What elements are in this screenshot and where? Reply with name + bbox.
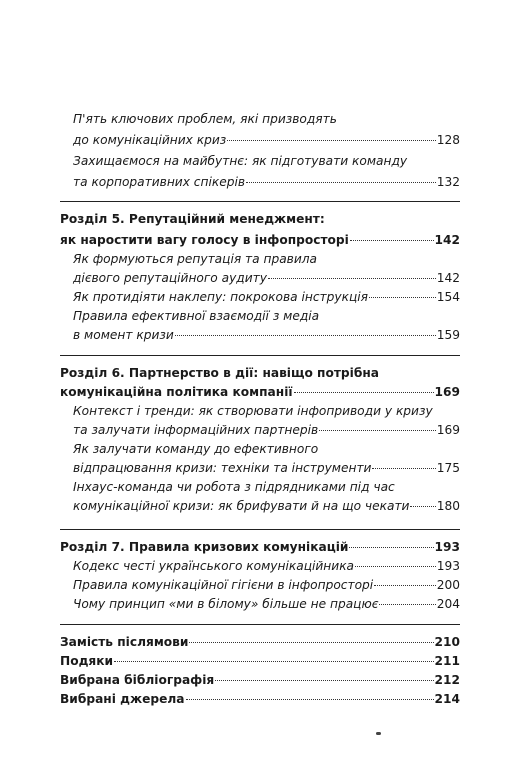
toc-page-number: 180: [436, 499, 460, 513]
toc-entry: [73, 404, 460, 419]
toc-entry-title: в момент кризи: [73, 328, 174, 342]
leader-dots: [372, 468, 435, 469]
leader-dots: [189, 642, 433, 643]
toc-page-number: 204: [436, 597, 460, 611]
toc-chapter: [60, 654, 460, 669]
leader-dots: [410, 506, 435, 507]
leader-dots: [355, 566, 436, 567]
leader-dots: [246, 182, 436, 183]
toc-page-number: 193: [434, 540, 460, 554]
toc-entry: [73, 133, 460, 148]
toc-entry: [73, 559, 460, 574]
toc-chapter: [60, 540, 460, 555]
leader-dots: [349, 547, 433, 548]
leader-dots: [319, 430, 436, 431]
section-divider: [60, 201, 460, 202]
toc-entry-title: дієвого репутаційного аудиту: [73, 271, 267, 285]
toc-chapter: [60, 366, 460, 381]
toc-page-number: 210: [434, 635, 460, 649]
toc-chapter-title: Вибрана бібліографія: [60, 673, 215, 687]
toc-chapter-title: комунікаційна політика компанії: [60, 385, 293, 399]
leader-dots: [215, 680, 433, 681]
toc-entry-title: комунікаційної кризи: як брифувати й на що чекати: [73, 499, 410, 513]
toc-entry: [73, 309, 460, 324]
toc-entry-title: Як формуються репутація та правила: [73, 252, 318, 266]
toc-page-number: 142: [434, 233, 460, 247]
toc-page-number: 212: [434, 673, 460, 687]
leader-dots: [369, 297, 436, 298]
toc-chapter: [60, 692, 460, 707]
toc-entry-title: Правила ефективної взаємодії з медіа: [73, 309, 320, 323]
toc-entry: [73, 175, 460, 190]
toc-entry: [73, 112, 460, 127]
toc-page-number: 193: [436, 559, 460, 573]
toc-entry: [73, 271, 460, 286]
toc-entry: [73, 499, 460, 514]
toc-chapter: [60, 635, 460, 650]
toc-entry: [73, 290, 460, 305]
toc-entry-title: Інхаус-команда чи робота з підрядниками під час: [73, 480, 395, 494]
toc-entry-title: Правила комунікаційної гігієни в інфопросторі: [73, 578, 374, 592]
toc-entry-title: Як протидіяти наклепу: покрокова інструкція: [73, 290, 368, 304]
leader-dots: [227, 140, 435, 141]
toc-entry: [73, 461, 460, 476]
toc-entry-title: відпрацювання кризи: техніки та інструменти: [73, 461, 372, 475]
toc-entry-title: Чому принцип «ми в білому» більше не працює: [73, 597, 379, 611]
toc-chapter-title: Вибрані джерела: [60, 692, 185, 706]
toc-page-number: 142: [436, 271, 460, 285]
toc-page-number: 211: [434, 654, 460, 668]
toc-entry: [73, 578, 460, 593]
leader-dots: [186, 699, 434, 700]
toc-page-number: 169: [436, 423, 460, 437]
toc-chapter: [60, 385, 460, 400]
toc-chapter-title: Розділ 7. Правила кризових комунікацій: [60, 540, 349, 554]
toc-page-number: 175: [436, 461, 460, 475]
toc-entry-title: та корпоративних спікерів: [73, 175, 246, 189]
leader-dots: [175, 335, 436, 336]
toc-entry: [73, 442, 460, 457]
toc-chapter: [60, 212, 460, 227]
toc-chapter-title: Замість післямови: [60, 635, 189, 649]
toc-chapter-title: як наростити вагу голосу в інфопросторі: [60, 233, 349, 247]
print-speck: [376, 732, 381, 735]
toc-entry: [73, 252, 460, 267]
leader-dots: [350, 240, 434, 241]
toc-page-number: 154: [436, 290, 460, 304]
toc-chapter-title: Подяки: [60, 654, 114, 668]
leader-dots: [374, 585, 436, 586]
leader-dots: [379, 604, 435, 605]
section-divider: [60, 355, 460, 356]
toc-page-number: 128: [436, 133, 460, 147]
toc-page-number: 169: [434, 385, 460, 399]
toc-chapter-title: Розділ 6. Партнерство в дії: навіщо потрібна: [60, 366, 379, 380]
toc-entry: [73, 597, 460, 612]
leader-dots: [268, 278, 436, 279]
toc-chapter-title: Розділ 5. Репутаційний менеджмент:: [60, 212, 325, 226]
leader-dots: [114, 661, 433, 662]
toc-page-number: 159: [436, 328, 460, 342]
toc-page-number: 214: [434, 692, 460, 706]
toc-page-number: 132: [436, 175, 460, 189]
toc-entry-title: П'ять ключових проблем, які призводять: [73, 112, 337, 126]
toc-entry-title: до комунікаційних криз: [73, 133, 227, 147]
section-divider: [60, 624, 460, 625]
toc-chapter: [60, 233, 460, 248]
toc-page-number: 200: [436, 578, 460, 592]
toc-entry: [73, 154, 460, 169]
toc-entry: [73, 480, 460, 495]
leader-dots: [294, 392, 434, 393]
toc-entry-title: та залучати інформаційних партнерів: [73, 423, 319, 437]
toc-entry-title: Кодекс честі українського комунікаційника: [73, 559, 355, 573]
toc-entry-title: Як залучати команду до ефективного: [73, 442, 319, 456]
toc-entry-title: Контекст і тренди: як створювати інфоприводи у кризу: [73, 404, 433, 418]
toc-entry: [73, 423, 460, 438]
toc-chapter: [60, 673, 460, 688]
toc-entry: [73, 328, 460, 343]
toc-entry-title: Захищаємося на майбутнє: як підготувати команду: [73, 154, 408, 168]
section-divider: [60, 529, 460, 530]
